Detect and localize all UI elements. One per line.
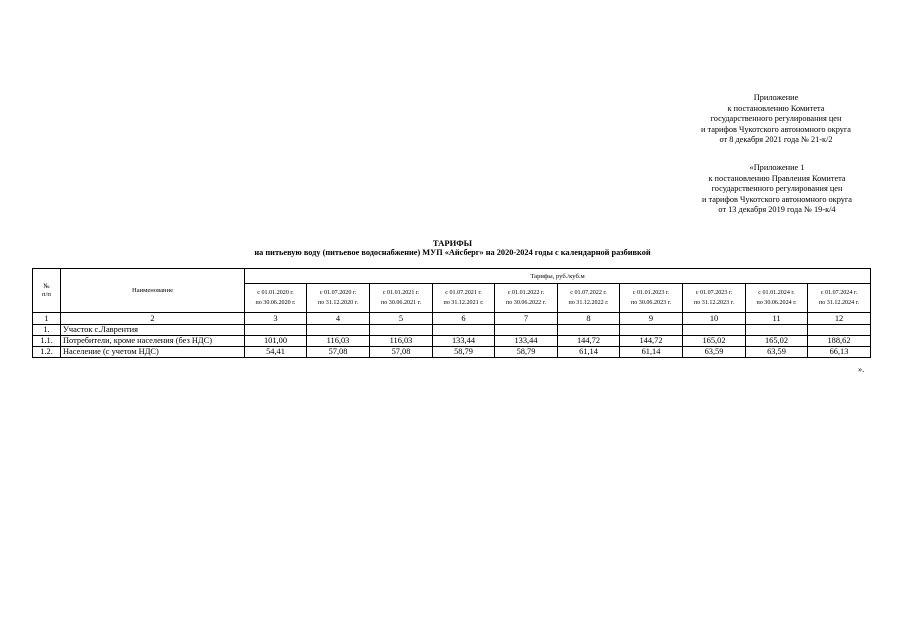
period-from: с 01.01.2024 г. [758,290,795,296]
header-number-symbol: № [43,282,50,290]
appendix-1-line: к постановлению Комитета [727,103,825,113]
period-to: по 30.06.2023 г. [630,300,672,306]
tariff-value-cell: 57,08 [370,347,433,358]
period-to: по 31.12.2023 г. [693,300,735,306]
column-number-cell: 10 [683,313,746,325]
column-numbers-row [33,313,871,325]
tariff-value-cell: 57,08 [307,347,370,358]
period-to: по 31.12.2021 г. [443,300,484,306]
column-number-cell: 9 [620,313,683,325]
tariff-value-cell: 144,72 [558,336,620,347]
header-number-cell [33,269,61,313]
tariffs-table [32,268,871,358]
appendix-2-line: от 13 декабря 2019 года № 19-к/4 [718,205,836,215]
appendix-2-line: к постановлению Правления Комитета [708,173,846,183]
column-number-cell: 3 [245,313,307,325]
period-from: с 01.01.2020 г. [257,290,294,296]
appendix-1-line: от 8 декабря 2021 года № 21-к/2 [719,135,833,145]
header-name-cell: Наименование [61,269,245,313]
empty-cell [433,325,495,336]
tariff-value-cell: 165,02 [746,336,808,347]
column-number-cell: 6 [433,313,495,325]
period-to: по 31.12.2020 г. [317,300,359,306]
period-from: с 01.07.2023 г. [695,290,733,296]
empty-cell [495,325,558,336]
period-header-cell [746,284,808,313]
appendix-2-line: государственного регулирования цен [711,184,843,194]
column-number-cell: 11 [746,313,808,325]
empty-cell [245,325,307,336]
tariff-value-cell: 133,44 [433,336,495,347]
period-from: с 01.07.2021 г. [445,290,482,296]
column-number-cell: 4 [307,313,370,325]
period-from: с 01.07.2024 г. [820,290,858,296]
appendix-1-line: и тарифов Чукотского автономного округа [700,124,851,134]
period-from: с 01.07.2022 г. [570,290,607,296]
period-to: по 31.12.2022 г. [568,300,609,306]
period-from: с 01.01.2021 г. [382,290,420,296]
period-to: по 31.12.2024 г. [818,300,860,306]
table-row [33,336,871,347]
period-header-cell [495,284,558,313]
empty-cell [746,325,808,336]
tariff-value-cell: 116,03 [370,336,433,347]
row-number-cell: 1.2. [33,347,61,358]
header-tariffs-cell: Тарифы, руб./куб.м [245,269,871,284]
tariff-value-cell: 116,03 [307,336,370,347]
period-to: по 30.06.2022 г. [505,300,547,306]
table-row [33,347,871,358]
header-row-1 [33,269,871,284]
tariff-value-cell: 63,59 [683,347,746,358]
period-header-cell [558,284,620,313]
column-number-cell: 5 [370,313,433,325]
tariff-value-cell: 133,44 [495,336,558,347]
document-subtitle: на питьевую воду (питьевое водоснабжение) МУП «Айсберг» на 2020-2024 годы с календарной разбивкой [254,248,651,257]
period-from: с 01.01.2022 г. [507,290,545,296]
tariff-value-cell: 61,14 [620,347,683,358]
section-number-cell: 1. [33,325,61,336]
tariff-value-cell: 61,14 [558,347,620,358]
column-number-cell: 1 [33,313,61,325]
period-from: с 01.07.2020 г. [319,290,357,296]
appendix-2-block [688,163,866,216]
section-row [33,325,871,336]
empty-cell [370,325,433,336]
tariff-value-cell: 101,00 [245,336,307,347]
section-name-cell: Участок с.Лаврентия [61,325,245,336]
empty-cell [558,325,620,336]
empty-cell [683,325,746,336]
column-number-cell: 12 [808,313,871,325]
header-number-abbrev: п/п [42,290,51,298]
period-to: по 30.06.2021 г. [380,300,422,306]
closing-quote-mark: ». [858,365,865,374]
period-to: по 30.06.2024 г. [756,300,797,306]
period-header-cell [433,284,495,313]
tariff-value-cell: 188,62 [808,336,871,347]
row-number-cell: 1.1. [33,336,61,347]
column-number-cell: 2 [61,313,245,325]
tariff-value-cell: 58,79 [433,347,495,358]
period-header-cell [370,284,433,313]
period-header-cell [245,284,307,313]
tariff-value-cell: 66,13 [808,347,871,358]
appendix-1-line: государственного регулирования цен [710,114,842,124]
period-header-cell [620,284,683,313]
document-title: ТАРИФЫ [432,238,473,248]
tariff-value-cell: 54,41 [245,347,307,358]
tariff-value-cell: 165,02 [683,336,746,347]
column-number-cell: 7 [495,313,558,325]
appendix-1-line: Приложение [753,93,799,102]
appendix-2-line: и тарифов Чукотского автономного округа [701,194,852,204]
row-name-cell: Потребители, кроме населения (без НДС) [61,336,245,347]
empty-cell [307,325,370,336]
appendix-1-block [690,93,862,146]
tariff-value-cell: 144,72 [620,336,683,347]
appendix-2-line: «Приложение 1 [749,163,805,172]
period-to: по 30.06.2020 г. [255,300,296,306]
period-header-cell [808,284,871,313]
empty-cell [620,325,683,336]
period-header-cell [683,284,746,313]
empty-cell [808,325,871,336]
column-number-cell: 8 [558,313,620,325]
tariff-value-cell: 58,79 [495,347,558,358]
row-name-cell: Население (с учетом НДС) [61,347,245,358]
period-header-cell [307,284,370,313]
tariff-value-cell: 63,59 [746,347,808,358]
period-from: с 01.01.2023 г. [632,290,670,296]
